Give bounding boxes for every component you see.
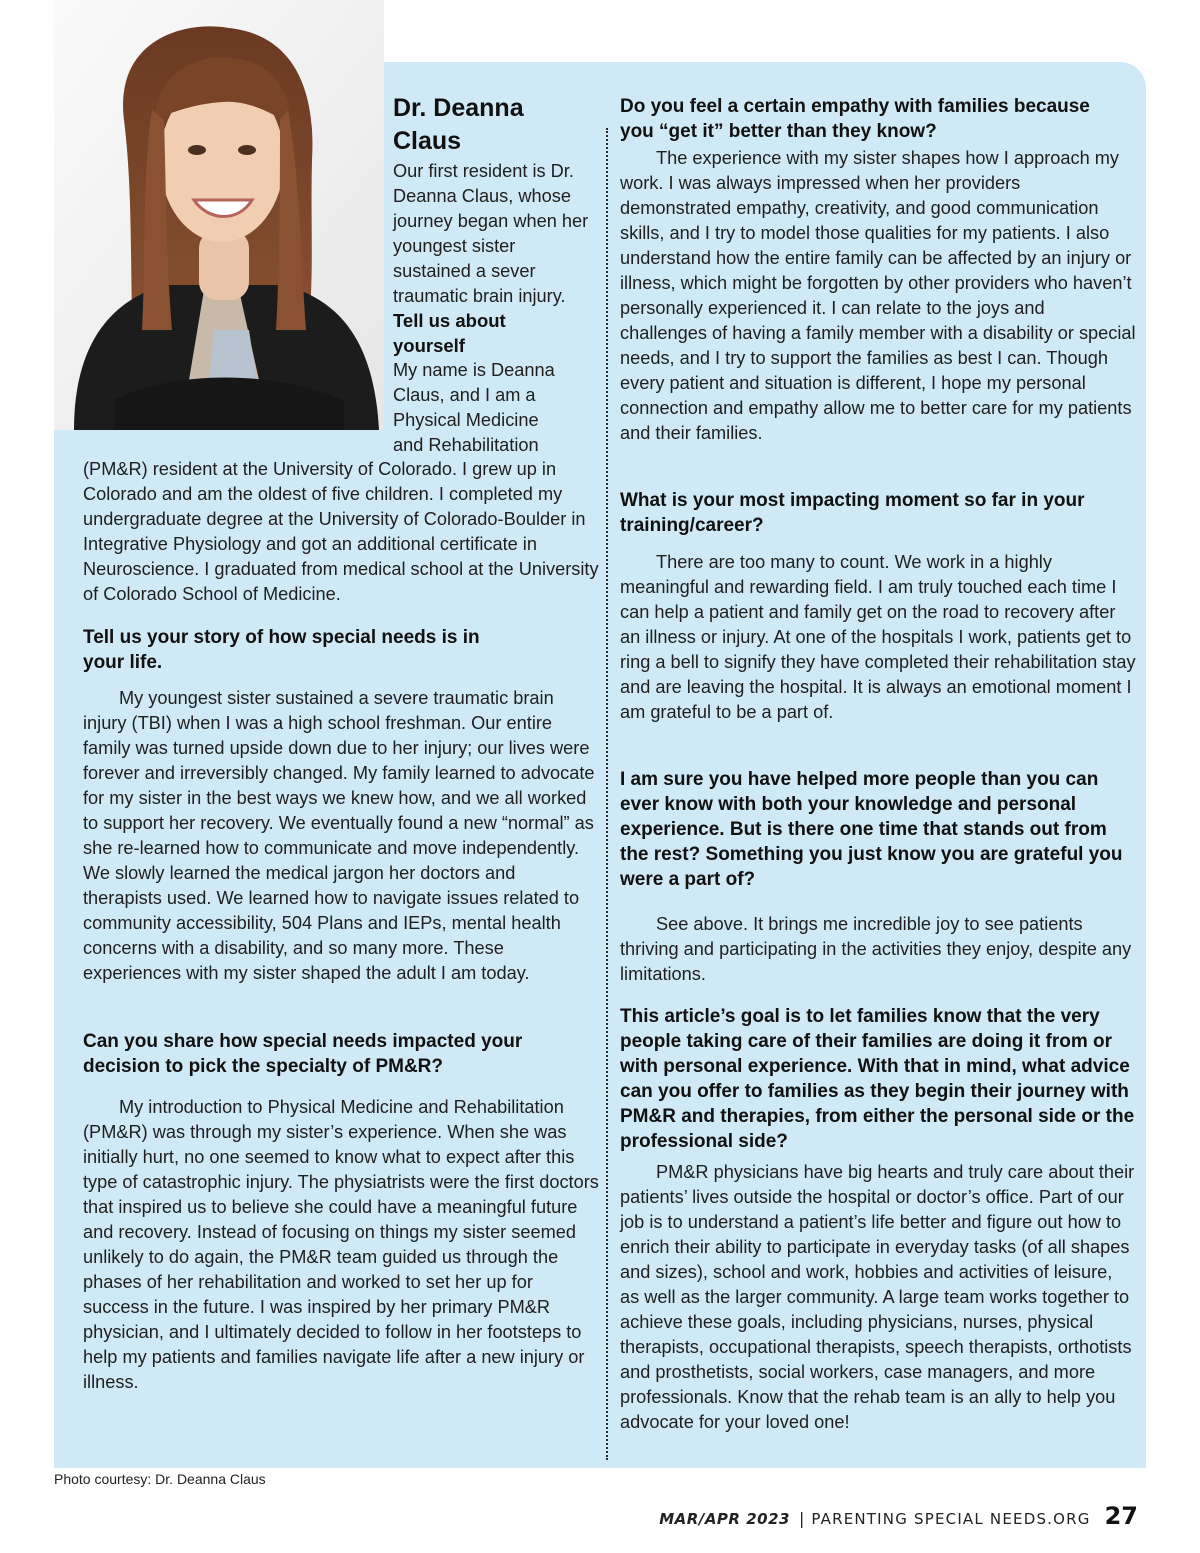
page-number: 27 [1104, 1502, 1138, 1530]
answer-standout-time: See above. It brings me incredible joy to see patients thriving and participating in the activities they enjoy, despite any limitations. [620, 914, 1132, 984]
issue-date: MAR/APR 2023 [659, 1510, 790, 1528]
intro-paragraph: Our first resident is Dr. Deanna Claus, whose journey began when her youngest sister sustained a sever traumatic brain injury. [393, 161, 589, 306]
question-empathy: Do you feel a certain empathy with families because you “get it” better than they know? [620, 96, 1090, 142]
question-advice: This article’s goal is to let families know that the very people taking care of their families are doing it from or with personal experience. With that in mind, what advice can you offer to families as they begin their journey with PM&R and therapies, from either the personal side or the professional side? [620, 1006, 1135, 1152]
answer-empathy: The experience with my sister shapes how I approach my work. I was always impressed when her providers demonstrated empathy, creativity, and good communication skills, and I try to model those qualities for my patients. I also understand how the entire family can be affected by an injury or illness, which might be forgotten by other providers who haven’t personally experienced it. I can relate to the joys and challenges of having a family member with a disability or special needs, and I try to support the families as best I can. Though every patient and situation is different, I hope my personal connection and empathy allow me to better care for my patients and their families. [620, 148, 1136, 443]
question-special-needs-story: Tell us your story of how special needs is in your life. [83, 627, 480, 673]
footer-separator: | [798, 1509, 805, 1528]
answer-specialty-choice: My introduction to Physical Medicine and Rehabilitation (PM&R) was through my sister’s experience. When she was initially hurt, no one seemed to know what to expect after this type of catastrophic injury. The physiatrists were the first doctors that inspired us to believe she could have a meaningful future and recovery. Instead of focusing on things my sister seemed unlikely to do again, the PM&R team guided us through the phases of her rehabilitation and worked to set her up for success in the future. I was inspired by her primary PM&R physician, and I ultimately decided to follow in her footsteps to help my patients and families navigate life after a new injury or illness. [83, 1097, 599, 1392]
question-impacting-moment: What is your most impacting moment so far in your training/career? [620, 490, 1085, 536]
doctor-name: Dr. Deanna Claus [393, 94, 524, 155]
question-standout-time: I am sure you have helped more people than you can ever know with both your knowledge and personal experience. But is there one time that stands out from the rest? Something you just know you are grateful you were a part of? [620, 769, 1123, 890]
photo-caption: Photo courtesy: Dr. Deanna Claus [54, 1471, 266, 1487]
answer-special-needs-story: My youngest sister sustained a severe traumatic brain injury (TBI) when I was a high school freshman. Our entire family was turned upside down due to her injury; our lives were forever and irreversibly changed. My family learned to advocate for my sister in the best ways we knew how, and we all worked to support her recovery. We eventually found a new “normal” as she re-learned how to communicate and move independently. We slowly learned the medical jargon her doctors and therapists used. We learned how to navigate issues related to community accessibility, 504 Plans and IEPs, mental health concerns with a disability, and so many more. These experiences with my sister shaped the adult I am today. [83, 688, 595, 983]
publication-name: PARENTING SPECIAL NEEDS.ORG [811, 1510, 1091, 1528]
answer-advice: PM&R physicians have big hearts and truly care about their patients’ lives outside the hospital or doctor’s office. Part of our job is to understand a patient’s life better and figure out how to enrich their ability to participate in everyday tasks (of all shapes and sizes), school and work, hobbies and activities of leisure, as well as the larger community. A large team works together to achieve these goals, including physicians, nurses, physical therapists, occupational therapists, speech therapists, orthotists and prosthetists, social workers, case managers, and more professionals. Know that the rehab team is an ally to help you advocate for your loved one! [620, 1162, 1135, 1432]
answer-about-yourself-lead: My name is Deanna Claus, and I am a Physical Medicine and Rehabilitation [393, 360, 555, 455]
page-footer [659, 1502, 1138, 1530]
column-divider [606, 128, 608, 1460]
answer-impacting-moment: There are too many to count. We work in a highly meaningful and rewarding field. I am truly touched each time I can help a patient and family get on the road to recovery after an illness or injury. At one of the hospitals I work, patients get to ring a bell to signify they have completed their rehabilitation stay and are leaving the hospital. It is always an emotional moment I am grateful to be a part of. [620, 552, 1136, 722]
question-about-yourself: Tell us about yourself [393, 310, 506, 356]
answer-about-yourself-continued: (PM&R) resident at the University of Colorado. I grew up in Colorado and am the oldest of five children. I completed my undergraduate degree at the University of Colorado-Boulder in Integrative Physiology and got an additional certificate in Neuroscience. I graduated from medical school at the University of Colorado School of Medicine. [83, 459, 599, 604]
question-specialty-choice: Can you share how special needs impacted your decision to pick the specialty of PM&R? [83, 1031, 523, 1077]
portrait-photo [54, 0, 384, 430]
